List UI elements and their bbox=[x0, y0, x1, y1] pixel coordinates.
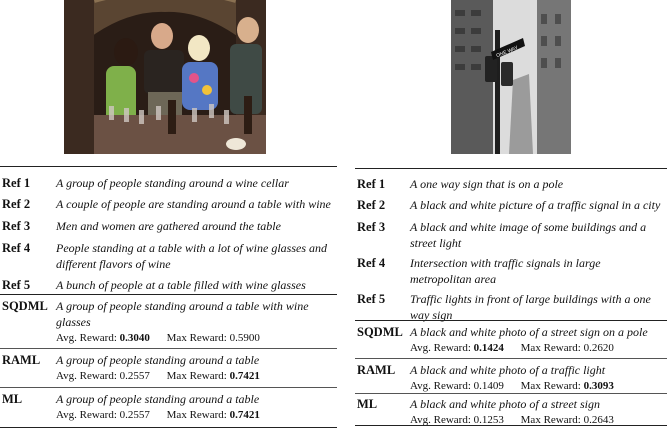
table-top-rule bbox=[355, 168, 667, 169]
reward-line bbox=[56, 409, 260, 422]
right-caption-table bbox=[355, 168, 667, 426]
avg-reward-value: 0.1409 bbox=[473, 380, 504, 392]
ref-label: Ref 1 bbox=[357, 177, 386, 191]
reward-line bbox=[56, 370, 260, 383]
avg-reward-label: Avg. Reward: bbox=[410, 414, 471, 426]
ref-caption: Intersection with traffic signals in large metropolitan area bbox=[410, 256, 601, 286]
max-reward-label: Max Reward: bbox=[166, 370, 227, 382]
model-caption: A black and white photo of a street sign on a pole bbox=[410, 325, 648, 339]
reward-line bbox=[410, 342, 614, 355]
table-section-rule bbox=[355, 320, 667, 321]
model-label: ML bbox=[2, 392, 23, 406]
ref-label: Ref 5 bbox=[2, 278, 31, 292]
avg-reward-label: Avg. Reward: bbox=[56, 409, 117, 421]
ref-caption: A group of people standing around a wine cellar bbox=[56, 176, 289, 190]
max-reward-label: Max Reward: bbox=[166, 409, 227, 421]
model-caption: A group of people standing around a table bbox=[56, 353, 260, 367]
model-caption: A black and white photo of a traffic light bbox=[410, 363, 606, 377]
avg-reward-label: Avg. Reward: bbox=[410, 342, 471, 354]
left-caption-table bbox=[0, 166, 337, 429]
ref-caption: A black and white image of some buildings and a street light bbox=[410, 220, 647, 250]
ref-caption: A black and white picture of a traffic signal in a city bbox=[410, 198, 661, 212]
model-label: ML bbox=[357, 397, 378, 411]
model-label: SQDML bbox=[2, 299, 48, 313]
max-reward-value: 0.2620 bbox=[583, 342, 614, 354]
table-bottom-rule bbox=[0, 427, 337, 428]
model-caption: A group of people standing around a table bbox=[56, 392, 260, 406]
table-row-rule bbox=[0, 348, 337, 349]
table-top-rule bbox=[0, 166, 337, 167]
ref-label: Ref 3 bbox=[2, 219, 31, 233]
ref-label: Ref 2 bbox=[2, 197, 31, 211]
ref-label: Ref 3 bbox=[357, 220, 386, 234]
max-reward-value: 0.7421 bbox=[229, 409, 260, 421]
ref-label: Ref 4 bbox=[357, 256, 386, 270]
table-row-rule bbox=[0, 387, 337, 388]
avg-reward-value: 0.2557 bbox=[119, 409, 150, 421]
ref-caption: A couple of people are standing around a table with wine bbox=[56, 197, 331, 211]
max-reward-label: Max Reward: bbox=[520, 380, 581, 392]
max-reward-value: 0.7421 bbox=[229, 370, 260, 382]
avg-reward-value: 0.2557 bbox=[119, 370, 150, 382]
wine-cellar-photo bbox=[64, 0, 266, 154]
reward-line bbox=[410, 380, 614, 393]
max-reward-value: 0.2643 bbox=[583, 414, 614, 426]
ref-caption: People standing at a table with a lot of wine glasses and different flavors of wine bbox=[56, 241, 327, 271]
ref-caption: Traffic lights in front of large buildings with a one way sign bbox=[410, 292, 651, 322]
avg-reward-value: 0.3040 bbox=[119, 332, 150, 344]
ref-label: Ref 2 bbox=[357, 198, 386, 212]
avg-reward-value: 0.1424 bbox=[473, 342, 504, 354]
model-caption: A group of people standing around a table with wine glasses bbox=[56, 299, 309, 329]
max-reward-label: Max Reward: bbox=[520, 342, 581, 354]
model-label: RAML bbox=[357, 363, 396, 377]
ref-caption: Men and women are gathered around the table bbox=[56, 219, 281, 233]
max-reward-label: Max Reward: bbox=[520, 414, 581, 426]
model-label: SQDML bbox=[357, 325, 403, 339]
model-caption: A black and white photo of a street sign bbox=[410, 397, 600, 411]
ref-label: Ref 4 bbox=[2, 241, 31, 255]
table-bottom-rule bbox=[355, 425, 667, 426]
table-row-rule bbox=[355, 393, 667, 394]
model-label: RAML bbox=[2, 353, 41, 367]
ref-label: Ref 1 bbox=[2, 176, 31, 190]
table-section-rule bbox=[0, 294, 337, 295]
ref-caption: A bunch of people at a table filled with wine glasses bbox=[56, 278, 306, 292]
city-street-photo bbox=[451, 0, 571, 154]
one-way-sign-text: ONE WAY bbox=[495, 44, 520, 60]
avg-reward-label: Avg. Reward: bbox=[410, 380, 471, 392]
avg-reward-value: 0.1253 bbox=[473, 414, 504, 426]
avg-reward-label: Avg. Reward: bbox=[56, 370, 117, 382]
max-reward-value: 0.3093 bbox=[583, 380, 614, 392]
ref-label: Ref 5 bbox=[357, 292, 386, 306]
ref-caption: A one way sign that is on a pole bbox=[410, 177, 564, 191]
table-row-rule bbox=[355, 358, 667, 359]
max-reward-label: Max Reward: bbox=[166, 332, 227, 344]
max-reward-value: 0.5900 bbox=[229, 332, 260, 344]
avg-reward-label: Avg. Reward: bbox=[56, 332, 117, 344]
reward-line bbox=[56, 332, 260, 345]
